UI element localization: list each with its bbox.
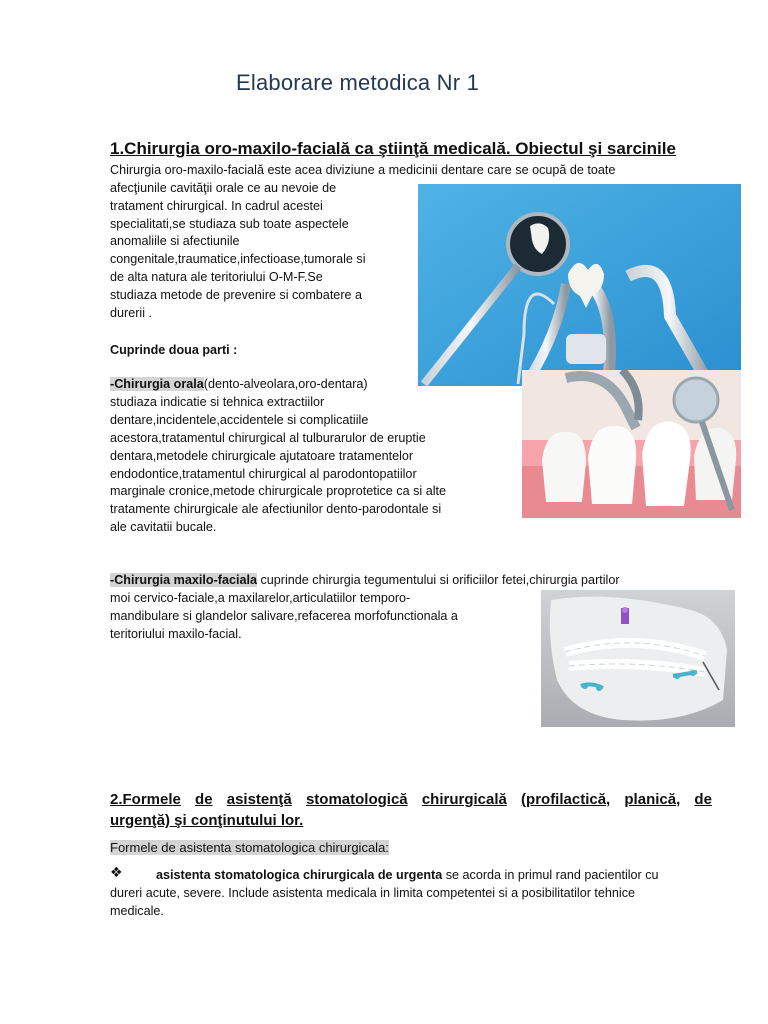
orala-line: studiaza indicatie si tehnica extractiilor bbox=[110, 395, 325, 409]
orala-line: acestora,tratamentul chirurgical al tulburarulor de eruptie bbox=[110, 431, 426, 445]
intro-line: Chirurgia oro-maxilo-facială este acea diviziune a medicinii dentare care se ocupă de toate bbox=[110, 163, 616, 177]
heading-word: asistenţă bbox=[226, 791, 292, 808]
section-1-heading: 1.Chirurgia oro-maxilo-facială ca ştiinţă medicală. Obiectul şi sarcinile bbox=[110, 139, 676, 158]
forms-label: Formele de asistenta stomatologica chirurgicala: bbox=[110, 840, 389, 855]
section-2-heading-line-1 bbox=[110, 789, 712, 810]
bullet-line: medicale. bbox=[110, 904, 164, 918]
orala-line: tratamente chirurgicale ale afectiunilor dento-parodontale si bbox=[110, 502, 442, 516]
intro-line: anomaliile si afectiunile bbox=[110, 234, 240, 248]
intro-line: studiaza metode de prevenire si combatere a bbox=[110, 288, 363, 302]
document-title: Elaborare metodica Nr 1 bbox=[236, 70, 480, 95]
diamond-bullet-icon: ❖ bbox=[110, 864, 123, 880]
heading-word: 2.Formele bbox=[110, 791, 181, 808]
maxilo-line: teritoriului maxilo-facial. bbox=[110, 627, 242, 641]
bullet-first-line bbox=[156, 867, 659, 885]
orala-line: endodontice,tratamentul chirurgical al parodontopatiilor bbox=[110, 467, 417, 481]
bullet-rest-text: se acorda in primul rand pacientilor cu bbox=[442, 868, 659, 882]
intro-line: specialitati,se studiaza sub toate aspectele bbox=[110, 217, 349, 231]
intro-line: congenitale,traumatice,infectioase,tumorale si bbox=[110, 252, 366, 266]
orala-line: marginale cronice,metode chirurgicale proprotetice ca si alte bbox=[110, 484, 446, 498]
maxilo-line: mandibulare si glandelor salivare,refacerea morfofunctionala a bbox=[110, 609, 458, 623]
heading-word: planică, bbox=[624, 791, 681, 808]
intro-line: de alta natura ale teritoriului O-M-F.Se bbox=[110, 270, 323, 284]
heading-word: chirurgicală bbox=[421, 791, 507, 808]
maxilo-line: moi cervico-faciale,a maxilarelor,articulatiilor temporo- bbox=[110, 591, 411, 605]
heading-word: stomatologică bbox=[305, 791, 408, 808]
orala-first-rest: (dento-alveolara,oro-dentara) bbox=[203, 377, 368, 391]
jaw-fixation-model-photo bbox=[541, 590, 735, 727]
bullet-line: dureri acute, severe. Include asistenta medicala in limita competentei si a posibilitatilor tehnice bbox=[110, 886, 636, 900]
forms-label-line bbox=[110, 839, 389, 857]
section-2-heading-line-2: urgenţă) şi conţinutului lor. bbox=[110, 812, 304, 829]
heading-word: de bbox=[195, 791, 213, 808]
intro-line: durerii . bbox=[110, 306, 152, 320]
intro-line: afecţiunile cavităţii orale ce au nevoie de bbox=[110, 181, 337, 195]
orala-first-line bbox=[110, 376, 368, 394]
orala-line: dentara,metodele chirurgicale ajutatoare tratamentelor bbox=[110, 449, 414, 463]
section-2-heading bbox=[110, 789, 712, 831]
tooth-extraction-photo bbox=[522, 370, 741, 518]
maxilo-first-line bbox=[110, 572, 620, 590]
maxilo-term: -Chirurgia maxilo-faciala bbox=[110, 573, 257, 587]
orala-term: -Chirurgia orala bbox=[110, 377, 204, 391]
heading-word: (profilactică, bbox=[521, 791, 611, 808]
bullet-bold-text: asistenta stomatologica chirurgicala de urgenta bbox=[156, 868, 443, 882]
maxilo-first-rest: cuprinde chirurgia tegumentului si orificiilor fetei,chirurgia partilor bbox=[256, 573, 620, 587]
dental-instruments-photo bbox=[418, 184, 741, 386]
heading-word: de bbox=[694, 791, 712, 808]
orala-line: ale cavitatii bucale. bbox=[110, 520, 217, 534]
intro-line: tratament chirurgical. In cadrul acestei bbox=[110, 199, 323, 213]
parts-label: Cuprinde doua parti : bbox=[110, 343, 238, 357]
orala-line: dentare,incidentele,accidentele si complicatiile bbox=[110, 413, 369, 427]
